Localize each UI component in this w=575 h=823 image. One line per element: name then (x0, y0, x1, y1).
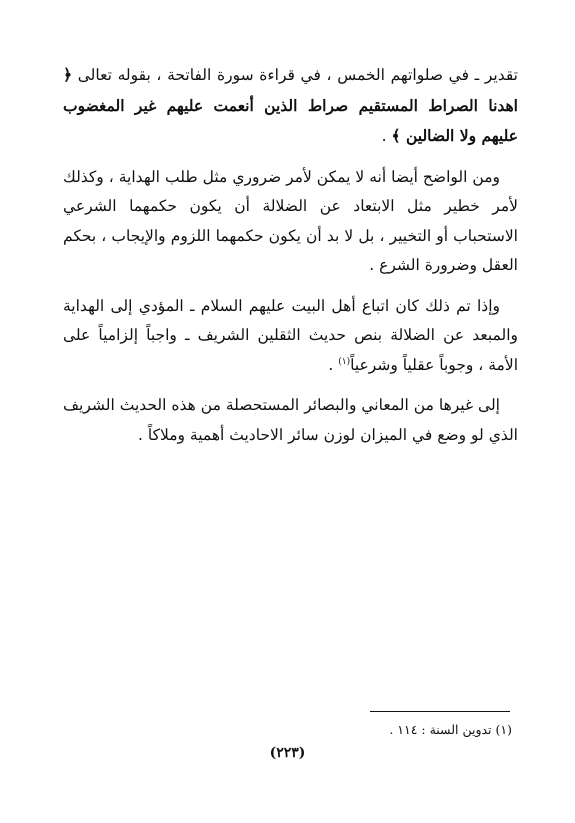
paragraph-3-text: وإذا تم ذلك كان اتباع أهل البيت عليهم السلام ـ المؤدي إلى الهداية والمبعد عن الضلالة بنص حديث الثقلين الشريف ـ واجباً إلزامياً على الأمة ، وجوباً عقلياً وشرعياً (63, 296, 518, 374)
paragraph-2: ومن الواضح أيضا أنه لا يمكن لأمر ضروري مثل طلب الهداية ، وكذلك لأمر خطير مثل الابتعاد عن الضلالة أن يكون حكمهما الشرعي الاستحباب أو التخيير ، بل لا بد أن يكون حكمهما اللزوم والإيجاب ، بحكم العقل وضرورة الشرع . (63, 167, 518, 274)
paragraph-4: إلى غيرها من المعاني والبصائر المستحصلة من هذه الحديث الشريف الذي لو وضع في الميزان لوزن سائر الاحاديث أهمية وملاكاً . (63, 396, 518, 444)
footnote: (١) تدوين السنة : ١١٤ . (389, 722, 512, 737)
paragraph-1-end: . (381, 127, 392, 145)
footnote-divider (370, 711, 510, 712)
paragraph-3-end: . (328, 355, 339, 374)
paragraph-1 (63, 60, 518, 152)
page-number: (٢٢٣) (269, 745, 306, 761)
main-text (63, 60, 518, 461)
paragraph-1-intro: تقدير ـ في صلواتهم الخمس ، في قراءة سورة الفاتحة ، بقوله تعالى (77, 66, 518, 84)
footnote-reference[interactable]: (١) (338, 356, 351, 367)
quran-verse: ﴿ اهدنا الصراط المستقيم صراط الذين أنعمت عليهم غير المغضوب عليهم ولا الضالين ﴾ (63, 65, 518, 145)
paragraph-3 (63, 292, 518, 381)
